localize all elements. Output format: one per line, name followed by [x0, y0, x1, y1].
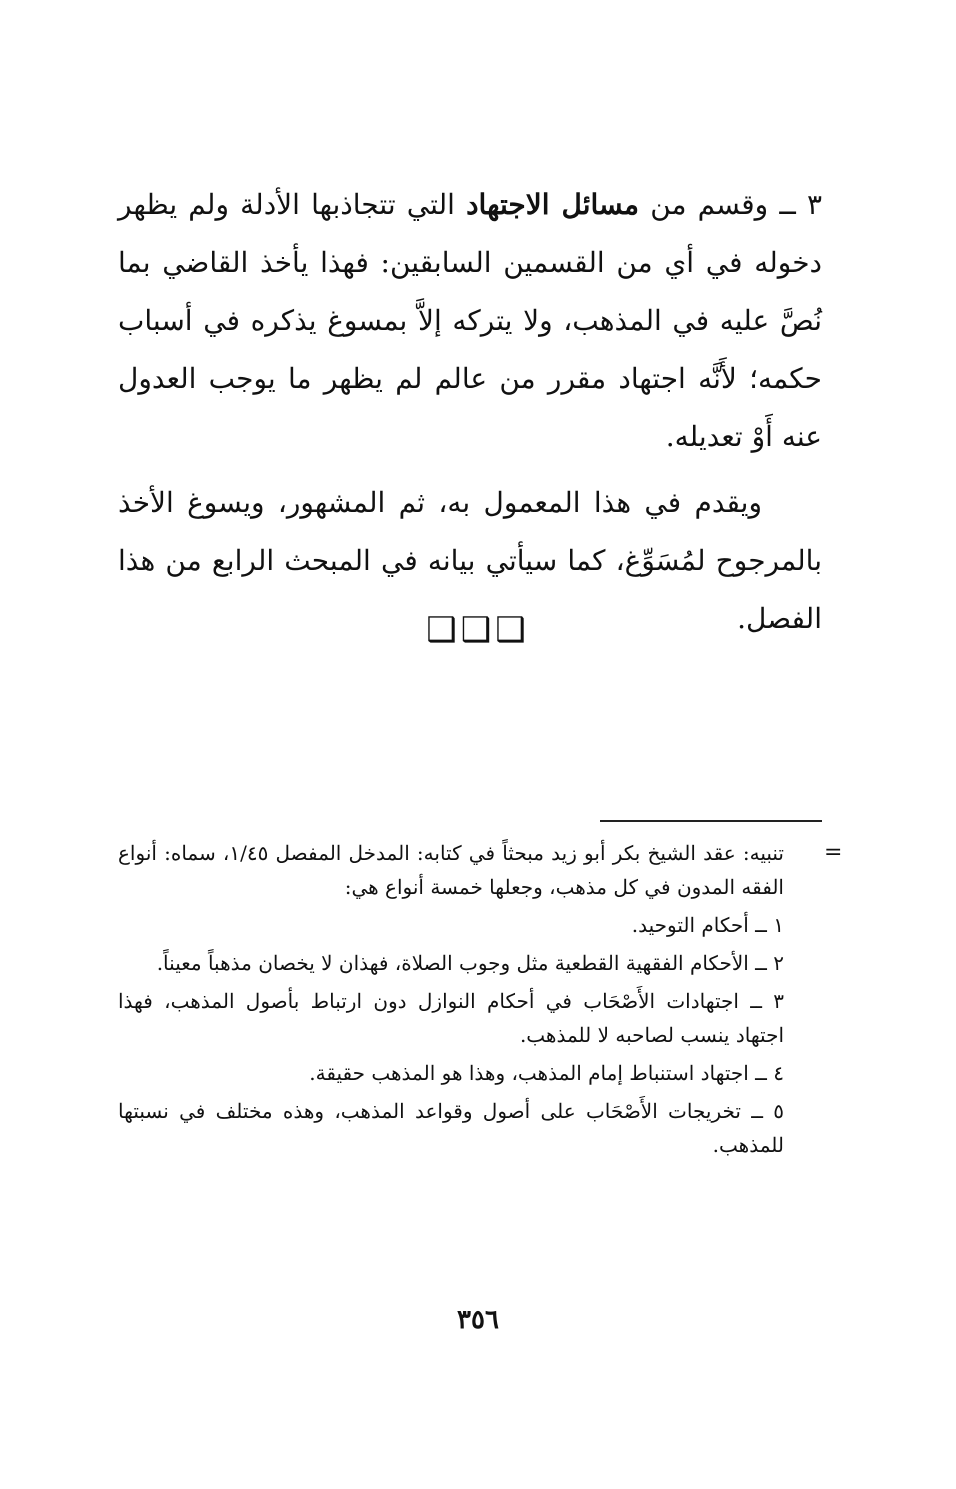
- page-number: ٣٥٦: [457, 1305, 499, 1335]
- footnote-item: ١ ــ أحكام التوحيد.: [631, 913, 784, 937]
- footnote-continuation-mark: =: [824, 840, 843, 865]
- paragraph-section-3: [118, 176, 822, 466]
- footnote-item: ٢ ــ الأحكام الفقهية القطعية مثل وجوب الصلاة، فهذان لا يخصان مذهباً معيناً.: [156, 951, 784, 975]
- bold-term: مسائل الاجتهاد: [466, 188, 640, 221]
- main-text: [118, 176, 822, 648]
- footnote-item: ٥ ــ تخريجات الأَصْحَاب على أصول وقواعد المذهب، وهذه مختلف في نسبتها للمذهب.: [118, 1099, 784, 1157]
- footnote-item: ٣ ــ اجتهادات الأَصْحَاب في أحكام النوازل دون ارتباط بأصول المذهب، فهذا اجتهاد ينسب لصاحبه لا للمذهب.: [118, 989, 784, 1047]
- footnote-block: [118, 836, 784, 1166]
- para1-lead: وقسم من: [650, 188, 769, 221]
- paragraph-precedence: ويقدم في هذا المعمول به، ثم المشهور، ويسوغ الأخذ بالمرجوح لمُسَوِّغ، كما سيأتي بيانه في المبحث الرابع من هذا الفصل.: [118, 486, 822, 635]
- item-number: ٣ ــ: [779, 188, 822, 221]
- para1-rest: التي تتجاذبها الأدلة ولم يظهر دخوله في أي من القسمين السابقين: فهذا يأخذ القاضي بما نُصَّ عليه في المذهب، ولا يتركه إلاَّ بمسوغ يذكره في أسباب حكمه؛ لأَنَّه اجتهاد مقرر من عالم لم يظهر ما يوجب العدول عنه أَوْ تعديله.: [118, 188, 822, 453]
- section-separator: ❑❑❑: [426, 610, 530, 650]
- footnote-divider: [600, 820, 822, 822]
- footnote-intro: تنبيه: عقد الشيخ بكر أبو زيد مبحثاً في كتابه: المدخل المفصل ١/٤٥، سماه: أنواع الفقه المدون في كل مذهب، وجعلها خمسة أنواع هي:: [118, 841, 784, 899]
- footnote-item: ٤ ــ اجتهاد استنباط إمام المذهب، وهذا هو المذهب حقيقة.: [309, 1061, 784, 1085]
